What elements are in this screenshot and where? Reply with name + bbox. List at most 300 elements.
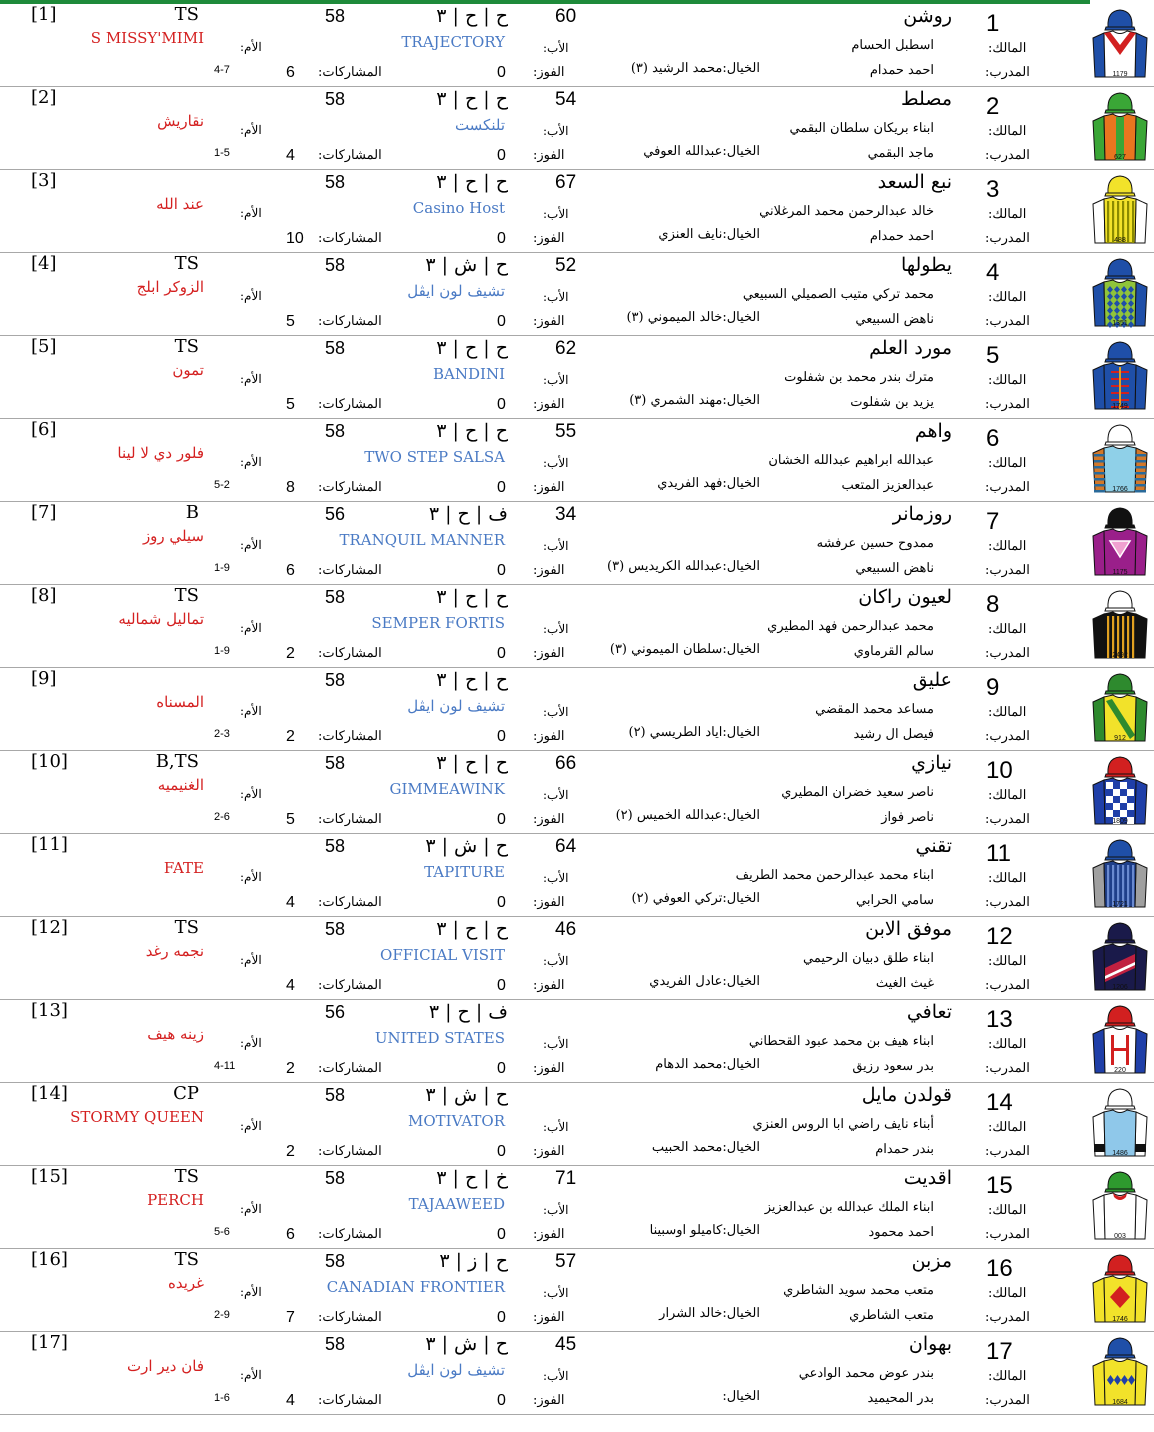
silk-number: 488 bbox=[1114, 237, 1126, 244]
horse-row[interactable] bbox=[0, 751, 1154, 834]
jockey-name: الخيال:مهند الشمري (٣) bbox=[629, 393, 760, 408]
wins-count: 0 bbox=[497, 894, 506, 911]
wins-label: الفوز: bbox=[533, 148, 565, 163]
stall-position: [9] bbox=[31, 668, 57, 689]
recent-form: 5-6 bbox=[214, 1226, 230, 1238]
recent-form: 4-7 bbox=[214, 64, 230, 76]
starts-count: 2 bbox=[286, 728, 295, 745]
trainer-label: المدرب: bbox=[985, 1393, 1030, 1408]
equipment-code: TS bbox=[174, 1166, 199, 1187]
sire-name[interactable]: تشيف لون ايڤل bbox=[407, 1361, 505, 1379]
dam-label: الأم: bbox=[240, 1036, 262, 1050]
horse-description: ح | ح | ٣ bbox=[436, 5, 508, 27]
owner-label: المالك: bbox=[988, 373, 1027, 388]
horse-name[interactable]: تقني bbox=[915, 835, 952, 857]
horse-description: ح | ح | ٣ bbox=[436, 669, 508, 691]
horse-number: 11 bbox=[986, 840, 1011, 867]
horse-row[interactable] bbox=[0, 917, 1154, 1000]
horse-row[interactable] bbox=[0, 1083, 1154, 1166]
horse-description: ح | ح | ٣ bbox=[436, 752, 508, 774]
dam-name: غريده bbox=[167, 1274, 204, 1292]
owner-name: ابناء هيف بن محمد عبود القحطاني bbox=[748, 1034, 934, 1049]
owner-label: المالك: bbox=[988, 871, 1027, 886]
dam-label: الأم: bbox=[240, 455, 262, 469]
equipment-code: TS bbox=[174, 585, 199, 606]
trainer-name: ناهض السبيعي bbox=[855, 312, 934, 327]
dam-name: المسناه bbox=[156, 693, 204, 711]
horse-name[interactable]: تعافي bbox=[906, 1001, 952, 1023]
trainer-label: المدرب: bbox=[985, 1061, 1030, 1076]
stall-position: [3] bbox=[31, 170, 57, 191]
sire-name[interactable]: SEMPER FORTIS bbox=[371, 614, 505, 632]
dam-name: الزوكر ابلج bbox=[136, 278, 204, 296]
trainer-name: يزيد بن شفلوت bbox=[850, 395, 934, 410]
wins-label: الفوز: bbox=[533, 1310, 565, 1325]
horse-rating: 55 bbox=[555, 421, 577, 442]
horse-description: ح | ح | ٣ bbox=[436, 586, 508, 608]
dam-name: فان دير ارت bbox=[127, 1357, 204, 1375]
jockey-name: الخيال: bbox=[722, 1389, 760, 1404]
horse-rating: 71 bbox=[555, 1168, 577, 1189]
wins-count: 0 bbox=[497, 313, 506, 330]
owner-label: المالك: bbox=[988, 124, 1027, 139]
dam-name: نقاريش bbox=[157, 112, 204, 130]
horse-row[interactable] bbox=[0, 4, 1154, 87]
horse-description: ح | ح | ٣ bbox=[436, 918, 508, 940]
jockey-name: الخيال:خالد الشرار bbox=[659, 1306, 760, 1321]
trainer-label: المدرب: bbox=[985, 1144, 1030, 1159]
dam-name: FATE bbox=[163, 859, 204, 877]
wins-count: 0 bbox=[497, 1226, 506, 1243]
horse-name[interactable]: روشن bbox=[903, 5, 952, 27]
carried-weight: 58 bbox=[325, 338, 346, 358]
horse-row[interactable] bbox=[0, 1249, 1154, 1332]
horse-row[interactable] bbox=[0, 1000, 1154, 1083]
horse-row[interactable] bbox=[0, 419, 1154, 502]
trainer-name: ناهض السبيعي bbox=[855, 561, 934, 576]
trainer-name: احمد حمدام bbox=[869, 229, 934, 244]
horse-row[interactable] bbox=[0, 336, 1154, 419]
jockey-silks-icon bbox=[1090, 1250, 1150, 1326]
starts-label: المشاركات: bbox=[318, 729, 382, 744]
equipment-code: B,TS bbox=[155, 751, 199, 772]
owner-label: المالك: bbox=[988, 1286, 1027, 1301]
trainer-name: ماجد البقمي bbox=[867, 146, 934, 161]
sire-label: الأب: bbox=[543, 539, 569, 553]
horse-name[interactable]: موفق الابن bbox=[865, 918, 952, 940]
horse-number: 1 bbox=[986, 10, 1000, 37]
sire-label: الأب: bbox=[543, 1037, 569, 1051]
jockey-name: الخيال:اياد الطريسي (٢) bbox=[628, 725, 760, 740]
horse-row[interactable] bbox=[0, 253, 1154, 336]
wins-label: الفوز: bbox=[533, 729, 565, 744]
stall-position: [2] bbox=[31, 87, 57, 108]
jockey-silks-icon bbox=[1090, 586, 1150, 662]
jockey-name: الخيال:عبدالله الخميس (٢) bbox=[615, 808, 760, 823]
carried-weight: 58 bbox=[325, 6, 346, 26]
jockey-name: الخيال:فهد الفريدي bbox=[657, 476, 760, 491]
carried-weight: 58 bbox=[325, 753, 346, 773]
sire-name[interactable]: GIMMEAWINK bbox=[389, 780, 505, 798]
jockey-silks-icon bbox=[1090, 1333, 1150, 1409]
racecard-list bbox=[0, 4, 1154, 1415]
silk-number: 220 bbox=[1114, 1067, 1126, 1074]
starts-label: المشاركات: bbox=[318, 1227, 382, 1242]
stall-position: [1] bbox=[31, 4, 57, 25]
sire-label: الأب: bbox=[543, 788, 569, 802]
owner-name: ابناء محمد عبدالرحمن محمد الطريف bbox=[735, 868, 934, 883]
trainer-label: المدرب: bbox=[985, 729, 1030, 744]
carried-weight: 58 bbox=[325, 670, 346, 690]
dam-label: الأم: bbox=[240, 206, 262, 220]
horse-number: 2 bbox=[986, 93, 1000, 120]
horse-description: ح | ح | ٣ bbox=[436, 171, 508, 193]
starts-count: 6 bbox=[286, 1226, 295, 1243]
trainer-label: المدرب: bbox=[985, 314, 1030, 329]
horse-name[interactable]: واهم bbox=[914, 420, 952, 442]
sire-name[interactable]: MOTIVATOR bbox=[407, 1112, 505, 1130]
owner-label: المالك: bbox=[988, 41, 1027, 56]
dam-label: الأم: bbox=[240, 704, 262, 718]
owner-label: المالك: bbox=[988, 1120, 1027, 1135]
jockey-name: الخيال:نايف العنزي bbox=[658, 227, 760, 242]
trainer-name: سالم القرماوي bbox=[853, 644, 934, 659]
horse-description: ف | ح | ٣ bbox=[428, 503, 508, 525]
dam-label: الأم: bbox=[240, 538, 262, 552]
starts-label: المشاركات: bbox=[318, 1310, 382, 1325]
trainer-label: المدرب: bbox=[985, 812, 1030, 827]
trainer-label: المدرب: bbox=[985, 231, 1030, 246]
sire-name[interactable]: BANDINI bbox=[433, 365, 505, 383]
jockey-name: الخيال:محمد الرشيد (٣) bbox=[630, 61, 760, 76]
jockey-silks-icon bbox=[1090, 503, 1150, 579]
carried-weight: 56 bbox=[325, 504, 346, 524]
carried-weight: 58 bbox=[325, 421, 346, 441]
owner-name: محمد تركي متيب الصميلي السبيعي bbox=[742, 287, 934, 302]
horse-number: 15 bbox=[986, 1172, 1013, 1199]
dam-label: الأم: bbox=[240, 953, 262, 967]
horse-description: ف | ح | ٣ bbox=[428, 1001, 508, 1023]
horse-row[interactable] bbox=[0, 1166, 1154, 1249]
equipment-code: CP bbox=[173, 1083, 199, 1104]
horse-name[interactable]: بهوان bbox=[908, 1333, 952, 1355]
sire-name[interactable]: UNITED STATES bbox=[374, 1029, 505, 1047]
horse-name[interactable]: يطولها bbox=[900, 254, 952, 276]
starts-label: المشاركات: bbox=[318, 812, 382, 827]
wins-count: 0 bbox=[497, 728, 506, 745]
wins-count: 0 bbox=[497, 479, 506, 496]
wins-count: 0 bbox=[497, 1392, 506, 1409]
trainer-label: المدرب: bbox=[985, 978, 1030, 993]
silk-number: 1766 bbox=[1112, 486, 1128, 493]
starts-label: المشاركات: bbox=[318, 314, 382, 329]
sire-label: الأب: bbox=[543, 373, 569, 387]
stall-position: [14] bbox=[31, 1083, 68, 1104]
owner-name: عبدالله ابراهيم عبدالله الخشان bbox=[768, 453, 934, 468]
jockey-silks-icon bbox=[1090, 918, 1150, 994]
sire-label: الأب: bbox=[543, 1369, 569, 1383]
jockey-name: الخيال:سلطان الميموني (٣) bbox=[609, 642, 760, 657]
horse-rating: 64 bbox=[555, 836, 577, 857]
horse-row[interactable] bbox=[0, 502, 1154, 585]
stall-position: [11] bbox=[31, 834, 68, 855]
jockey-silks-icon bbox=[1090, 254, 1150, 330]
horse-name[interactable]: مصلط bbox=[901, 88, 952, 110]
dam-label: الأم: bbox=[240, 1368, 262, 1382]
dam-label: الأم: bbox=[240, 1285, 262, 1299]
trainer-name: فيصل ال رشيد bbox=[853, 727, 934, 742]
owner-name: مترك بندر محمد بن شفلوت bbox=[784, 370, 934, 385]
horse-name[interactable]: قولدن مايل bbox=[861, 1084, 952, 1106]
silk-number: 1684 bbox=[1112, 1399, 1128, 1406]
horse-row[interactable] bbox=[0, 87, 1154, 170]
wins-label: الفوز: bbox=[533, 480, 565, 495]
stall-position: [15] bbox=[31, 1166, 68, 1187]
horse-name[interactable]: مورد العلم bbox=[869, 337, 952, 359]
sire-name[interactable]: CANADIAN FRONTIER bbox=[326, 1278, 505, 1296]
trainer-name: سامي الحرابي bbox=[856, 893, 934, 908]
wins-label: الفوز: bbox=[533, 646, 565, 661]
starts-count: 2 bbox=[286, 1143, 295, 1160]
silk-number: 1351 bbox=[1112, 320, 1128, 327]
jockey-name: الخيال:خالد الميموني (٣) bbox=[626, 310, 760, 325]
equipment-code: TS bbox=[174, 336, 199, 357]
horse-row[interactable] bbox=[0, 834, 1154, 917]
sire-name[interactable]: تلنكست bbox=[454, 116, 505, 134]
trainer-label: المدرب: bbox=[985, 148, 1030, 163]
owner-name: ممدوح حسين عرفشه bbox=[816, 536, 934, 551]
sire-name[interactable]: تشيف لون ايڤل bbox=[407, 697, 505, 715]
jockey-silks-icon bbox=[1090, 171, 1150, 247]
dam-label: الأم: bbox=[240, 1119, 262, 1133]
horse-name[interactable]: روزمانر bbox=[892, 503, 952, 525]
dam-name: سيلي روز bbox=[142, 527, 204, 545]
carried-weight: 58 bbox=[325, 1334, 346, 1354]
trainer-name: عبدالعزيز المتعب bbox=[841, 478, 934, 493]
sire-name[interactable]: TAPITURE bbox=[424, 863, 505, 881]
owner-name: ناصر سعيد خضران المطيري bbox=[781, 785, 934, 800]
jockey-silks-icon bbox=[1090, 669, 1150, 745]
sire-name[interactable]: TWO STEP SALSA bbox=[364, 448, 505, 466]
carried-weight: 58 bbox=[325, 587, 346, 607]
owner-name: ابناء الملك عبدالله بن عبدالعزيز bbox=[764, 1200, 934, 1215]
owner-label: المالك: bbox=[988, 1369, 1027, 1384]
equipment-code: B bbox=[185, 502, 199, 523]
owner-name: ابناء طلق دبيان الرحيمي bbox=[802, 951, 934, 966]
horse-number: 13 bbox=[986, 1006, 1013, 1033]
jockey-name: الخيال:محمد الدهام bbox=[655, 1057, 760, 1072]
jockey-silks-icon bbox=[1090, 1001, 1150, 1077]
horse-number: 5 bbox=[986, 342, 1000, 369]
wins-count: 0 bbox=[497, 230, 506, 247]
sire-name[interactable]: TAJAAWEED bbox=[408, 1195, 505, 1213]
recent-form: 2-9 bbox=[214, 1309, 230, 1321]
starts-count: 4 bbox=[286, 147, 295, 164]
starts-label: المشاركات: bbox=[318, 978, 382, 993]
owner-name: مساعد محمد المقضي bbox=[815, 702, 934, 717]
jockey-silks-icon bbox=[1090, 835, 1150, 911]
owner-label: المالك: bbox=[988, 290, 1027, 305]
horse-name[interactable]: عليق bbox=[912, 669, 952, 691]
starts-count: 4 bbox=[286, 977, 295, 994]
starts-label: المشاركات: bbox=[318, 148, 382, 163]
starts-label: المشاركات: bbox=[318, 480, 382, 495]
wins-count: 0 bbox=[497, 811, 506, 828]
starts-label: المشاركات: bbox=[318, 397, 382, 412]
starts-label: المشاركات: bbox=[318, 65, 382, 80]
jockey-silks-icon bbox=[1090, 1084, 1150, 1160]
horse-name[interactable]: نيازي bbox=[911, 752, 952, 774]
owner-label: المالك: bbox=[988, 705, 1027, 720]
starts-count: 5 bbox=[286, 313, 295, 330]
wins-count: 0 bbox=[497, 147, 506, 164]
dam-label: الأم: bbox=[240, 123, 262, 137]
equipment-code: TS bbox=[174, 917, 199, 938]
stall-position: [13] bbox=[31, 1000, 68, 1021]
owner-label: المالك: bbox=[988, 954, 1027, 969]
sire-name[interactable]: TRAJECTORY bbox=[401, 33, 505, 51]
wins-label: الفوز: bbox=[533, 978, 565, 993]
dam-label: الأم: bbox=[240, 787, 262, 801]
wins-count: 0 bbox=[497, 64, 506, 81]
starts-label: المشاركات: bbox=[318, 231, 382, 246]
stall-position: [6] bbox=[31, 419, 57, 440]
horse-row[interactable] bbox=[0, 1332, 1154, 1415]
horse-row[interactable] bbox=[0, 170, 1154, 253]
horse-number: 12 bbox=[986, 923, 1013, 950]
sire-label: الأب: bbox=[543, 456, 569, 470]
horse-name[interactable]: نبع السعد bbox=[877, 171, 952, 193]
horse-rating: 67 bbox=[555, 172, 577, 193]
sire-name[interactable]: TRANQUIL MANNER bbox=[339, 531, 505, 549]
carried-weight: 58 bbox=[325, 836, 346, 856]
recent-form: 1-9 bbox=[214, 562, 230, 574]
horse-rating: 46 bbox=[555, 919, 577, 940]
trainer-label: المدرب: bbox=[985, 895, 1030, 910]
sire-label: الأب: bbox=[543, 124, 569, 138]
wins-label: الفوز: bbox=[533, 314, 565, 329]
horse-number: 6 bbox=[986, 425, 1000, 452]
sire-name[interactable]: OFFICIAL VISIT bbox=[380, 946, 505, 964]
starts-count: 5 bbox=[286, 811, 295, 828]
wins-count: 0 bbox=[497, 977, 506, 994]
jockey-name: الخيال:كاميلو اوسبينا bbox=[649, 1223, 760, 1238]
wins-label: الفوز: bbox=[533, 895, 565, 910]
trainer-label: المدرب: bbox=[985, 646, 1030, 661]
horse-number: 4 bbox=[986, 259, 1000, 286]
recent-form: 2-3 bbox=[214, 728, 230, 740]
wins-count: 0 bbox=[497, 1309, 506, 1326]
starts-count: 6 bbox=[286, 64, 295, 81]
starts-label: المشاركات: bbox=[318, 1061, 382, 1076]
starts-count: 7 bbox=[286, 1309, 295, 1326]
silk-number: 2492 bbox=[1112, 652, 1128, 659]
horse-name[interactable]: مزبن bbox=[911, 1250, 952, 1272]
jockey-name: الخيال:تركي العوفي (٢) bbox=[631, 891, 760, 906]
dam-name: الغنيميه bbox=[157, 776, 204, 794]
dam-name: فلور دي لا لينا bbox=[117, 444, 204, 462]
jockey-silks-icon bbox=[1090, 5, 1150, 81]
dam-name: PERCH bbox=[147, 1191, 204, 1209]
owner-name: ابناء بريكان سلطان البقمي bbox=[789, 121, 934, 136]
recent-form: 1-5 bbox=[214, 147, 230, 159]
silk-number: 003 bbox=[1114, 1233, 1126, 1240]
owner-name: اسطبل الحسام bbox=[851, 38, 934, 53]
jockey-silks-icon bbox=[1090, 337, 1150, 413]
sire-label: الأب: bbox=[543, 1286, 569, 1300]
horse-rating: 34 bbox=[555, 504, 577, 525]
trainer-label: المدرب: bbox=[985, 563, 1030, 578]
horse-row[interactable] bbox=[0, 668, 1154, 751]
stall-position: [5] bbox=[31, 336, 57, 357]
dam-name: تماليل شماليه bbox=[118, 610, 204, 628]
dam-label: الأم: bbox=[240, 1202, 262, 1216]
stall-position: [7] bbox=[31, 502, 57, 523]
horse-name[interactable]: لعيون راكان bbox=[858, 586, 952, 608]
owner-label: المالك: bbox=[988, 1037, 1027, 1052]
owner-name: خالد عبدالرحمن محمد المرغلاني bbox=[759, 204, 934, 219]
equipment-code: TS bbox=[174, 253, 199, 274]
dam-name: نجمه رغد bbox=[145, 942, 204, 960]
wins-count: 0 bbox=[497, 1060, 506, 1077]
sire-label: الأب: bbox=[543, 871, 569, 885]
horse-rating: 52 bbox=[555, 255, 577, 276]
starts-count: 5 bbox=[286, 396, 295, 413]
silk-number: 1175 bbox=[1112, 569, 1128, 576]
carried-weight: 58 bbox=[325, 1251, 346, 1271]
horse-row[interactable] bbox=[0, 585, 1154, 668]
dam-name: تمون bbox=[172, 361, 204, 379]
sire-name[interactable]: تشيف لون ايڤل bbox=[407, 282, 505, 300]
starts-count: 4 bbox=[286, 1392, 295, 1409]
stall-position: [10] bbox=[31, 751, 68, 772]
horse-number: 16 bbox=[986, 1255, 1013, 1282]
sire-name[interactable]: Casino Host bbox=[412, 199, 505, 217]
sire-label: الأب: bbox=[543, 622, 569, 636]
trainer-name: بندر حمدام bbox=[875, 1142, 934, 1157]
starts-count: 2 bbox=[286, 645, 295, 662]
horse-number: 9 bbox=[986, 674, 1000, 701]
horse-name[interactable]: اقديت bbox=[903, 1167, 952, 1189]
silk-number: 1749 bbox=[1112, 403, 1128, 410]
starts-count: 8 bbox=[286, 479, 295, 496]
trainer-name: ناصر فواز bbox=[881, 810, 934, 825]
wins-count: 0 bbox=[497, 396, 506, 413]
sire-label: الأب: bbox=[543, 705, 569, 719]
stall-position: [8] bbox=[31, 585, 57, 606]
dam-label: الأم: bbox=[240, 372, 262, 386]
starts-label: المشاركات: bbox=[318, 646, 382, 661]
jockey-name: الخيال:عبدالله الكريديس (٣) bbox=[607, 559, 760, 574]
owner-name: أبناء نايف راضي ابا الروس العنزي bbox=[752, 1117, 934, 1132]
horse-rating: 62 bbox=[555, 338, 577, 359]
dam-name: S MISSY'MIMI bbox=[90, 29, 204, 47]
sire-label: الأب: bbox=[543, 1120, 569, 1134]
jockey-name: الخيال:عادل الفريدي bbox=[649, 974, 760, 989]
stall-position: [12] bbox=[31, 917, 68, 938]
stall-position: [4] bbox=[31, 253, 57, 274]
horse-description: ح | ح | ٣ bbox=[436, 88, 508, 110]
jockey-silks-icon bbox=[1090, 88, 1150, 164]
starts-count: 4 bbox=[286, 894, 295, 911]
silk-number: 1486 bbox=[1112, 1150, 1128, 1157]
owner-label: المالك: bbox=[988, 622, 1027, 637]
starts-label: المشاركات: bbox=[318, 895, 382, 910]
jockey-silks-icon bbox=[1090, 420, 1150, 496]
horse-description: ح | ش | ٣ bbox=[425, 1084, 508, 1106]
starts-count: 6 bbox=[286, 562, 295, 579]
horse-description: ح | ش | ٣ bbox=[425, 835, 508, 857]
